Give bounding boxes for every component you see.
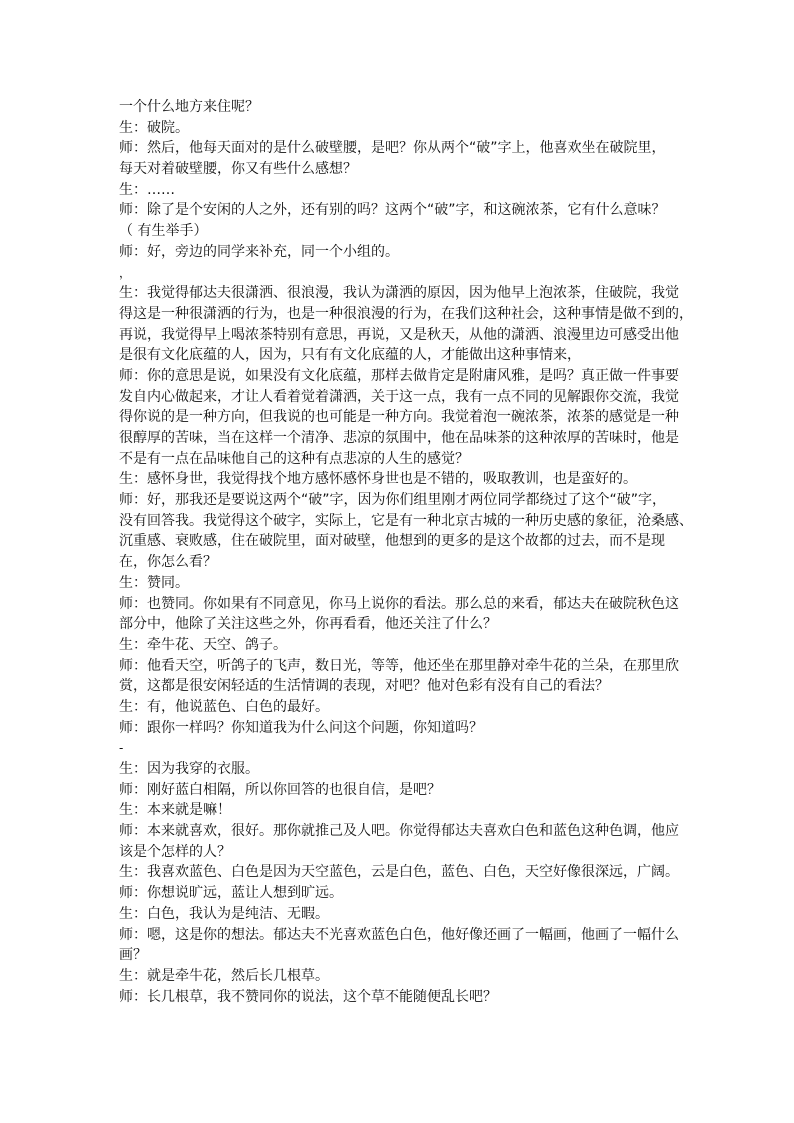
text-line: - [119, 741, 124, 756]
text-line: 师：你想说旷远，蓝让人想到旷远。 [119, 885, 343, 902]
text-line: 赏，这都是很安闲轻适的生活情调的表现，对吧？他对色彩有没有自己的看法？ [119, 678, 609, 695]
text-line: 一个什么地方来住呢？ [119, 99, 259, 115]
text-line: 再说，我觉得早上喝浓茶特别有意思，再说，又是秋天，从他的潇洒、浪漫里边可感受出他 [119, 326, 679, 343]
transcript-body [119, 97, 693, 1007]
text-line: 发自内心做起来，才让人看着觉着潇洒，关于这一点，我有一点不同的见解跟你交流，我觉 [119, 388, 679, 405]
text-line: 师：也赞同。你如果有不同意见，你马上说你的看法。那么总的来看，郁达夫在破院秋色这 [119, 595, 679, 612]
text-line: 是很有文化底蕴的人，因为，只有有文化底蕴的人，才能做出这种事情来， [119, 347, 581, 364]
text-line: 生：白色，我认为是纯洁、无暇。 [119, 905, 329, 922]
text-line: 生：就是牵牛花，然后长几根草。 [119, 967, 329, 984]
text-line: 师：他看天空，听鸽子的飞声，数日光，等等，他还坐在那里静对牵牛花的兰朵，在那里欣 [119, 657, 679, 674]
text-line: 生：我觉得郁达夫很潇洒、很浪漫，我认为潇洒的原因，因为他早上泡浓茶，住破院，我觉 [119, 285, 679, 302]
text-line: 师：本来就喜欢，很好。那你就推己及人吧。你觉得郁达夫喜欢白色和蓝色这种色调，他应 [119, 823, 679, 840]
text-line: 师：刚好蓝白相隔，所以你回答的也很自信，是吧？ [119, 781, 441, 798]
text-line: 沉重感、衰败感，住在破院里，面对破壁，他想到的更多的是这个故都的过去，而不是现 [119, 533, 665, 550]
text-line: 得这是一种很潇洒的行为，也是一种很浪漫的行为，在我们这种社会，这种事情是做不到的， [119, 305, 693, 322]
text-line: 不是有一点在品味他自己的这种有点悲凉的人生的感觉？ [119, 450, 469, 467]
text-line: 师：然后，他每天面对的是什么破壁腰，是吧？你从两个“破”字上，他喜欢坐在破院里， [119, 140, 666, 157]
text-line: 师：好，那我还是要说这两个“破”字，因为你们组里刚才两位同学都绕过了这个“破”字， [119, 492, 667, 509]
text-line: 师：嗯，这是你的想法。郁达夫不光喜欢蓝色白色，他好像还画了一幅画，他画了一幅什么 [119, 926, 679, 943]
text-line: 生：有，他说蓝色、白色的最好。 [119, 698, 329, 715]
text-line: 生：牵牛花、天空、鸽子。 [119, 636, 287, 653]
text-line: 得你说的是一种方向，但我说的也可能是一种方向。我觉着泡一碗浓茶，浓茶的感觉是一种 [119, 409, 679, 426]
text-line: 师：你的意思是说，如果没有文化底蕴，那样去做肯定是附庸风雅，是吗？真正做一件事要 [119, 367, 679, 384]
text-line: 师：除了是个安闲的人之外，还有别的吗？这两个“破”字，和这碗浓茶，它有什么意味？ [119, 202, 666, 219]
text-line: 生：…… [119, 181, 175, 198]
text-line: 很醇厚的苦味，当在这样一个清净、悲凉的氛围中，他在品味茶的这种浓厚的苦味时，他是 [119, 430, 679, 446]
text-line: 该是个怎样的人？ [119, 843, 231, 860]
text-line: 每天对着破壁腰，你又有些什么感想？ [119, 161, 357, 178]
text-line: ， [119, 265, 132, 280]
text-line: 生：破院。 [119, 119, 189, 136]
text-line: 在，你怎么看？ [119, 554, 217, 571]
text-line: 生：感怀身世，我觉得找个地方感怀感怀身世也是不错的，吸取教训，也是蛮好的。 [119, 471, 637, 488]
text-line: 生：本来就是嘛！ [119, 802, 231, 819]
text-line: 生：赞同。 [119, 574, 189, 591]
text-line: （ 有生举手） [119, 223, 208, 240]
text-line: 师：好，旁边的同学来补充，同一个小组的。 [119, 243, 399, 260]
text-line: 生：因为我穿的衣服。 [119, 761, 259, 777]
text-line: 师：长几根草，我不赞同你的说法，这个草不能随便乱长吧？ [119, 988, 497, 1005]
text-line: 画？ [119, 947, 147, 964]
text-line: 部分中，他除了关注这些之外，你再看看，他还关注了什么？ [119, 616, 497, 633]
text-line: 师：跟你一样吗？你知道我为什么问这个问题，你知道吗？ [119, 719, 483, 736]
text-line: 没有回答我。我觉得这个破字，实际上，它是有一种北京古城的一种历史感的象征，沧桑感、 [119, 512, 693, 529]
text-line: 生：我喜欢蓝色、白色是因为天空蓝色，云是白色，蓝色、白色，天空好像很深远，广阔。 [119, 864, 679, 881]
